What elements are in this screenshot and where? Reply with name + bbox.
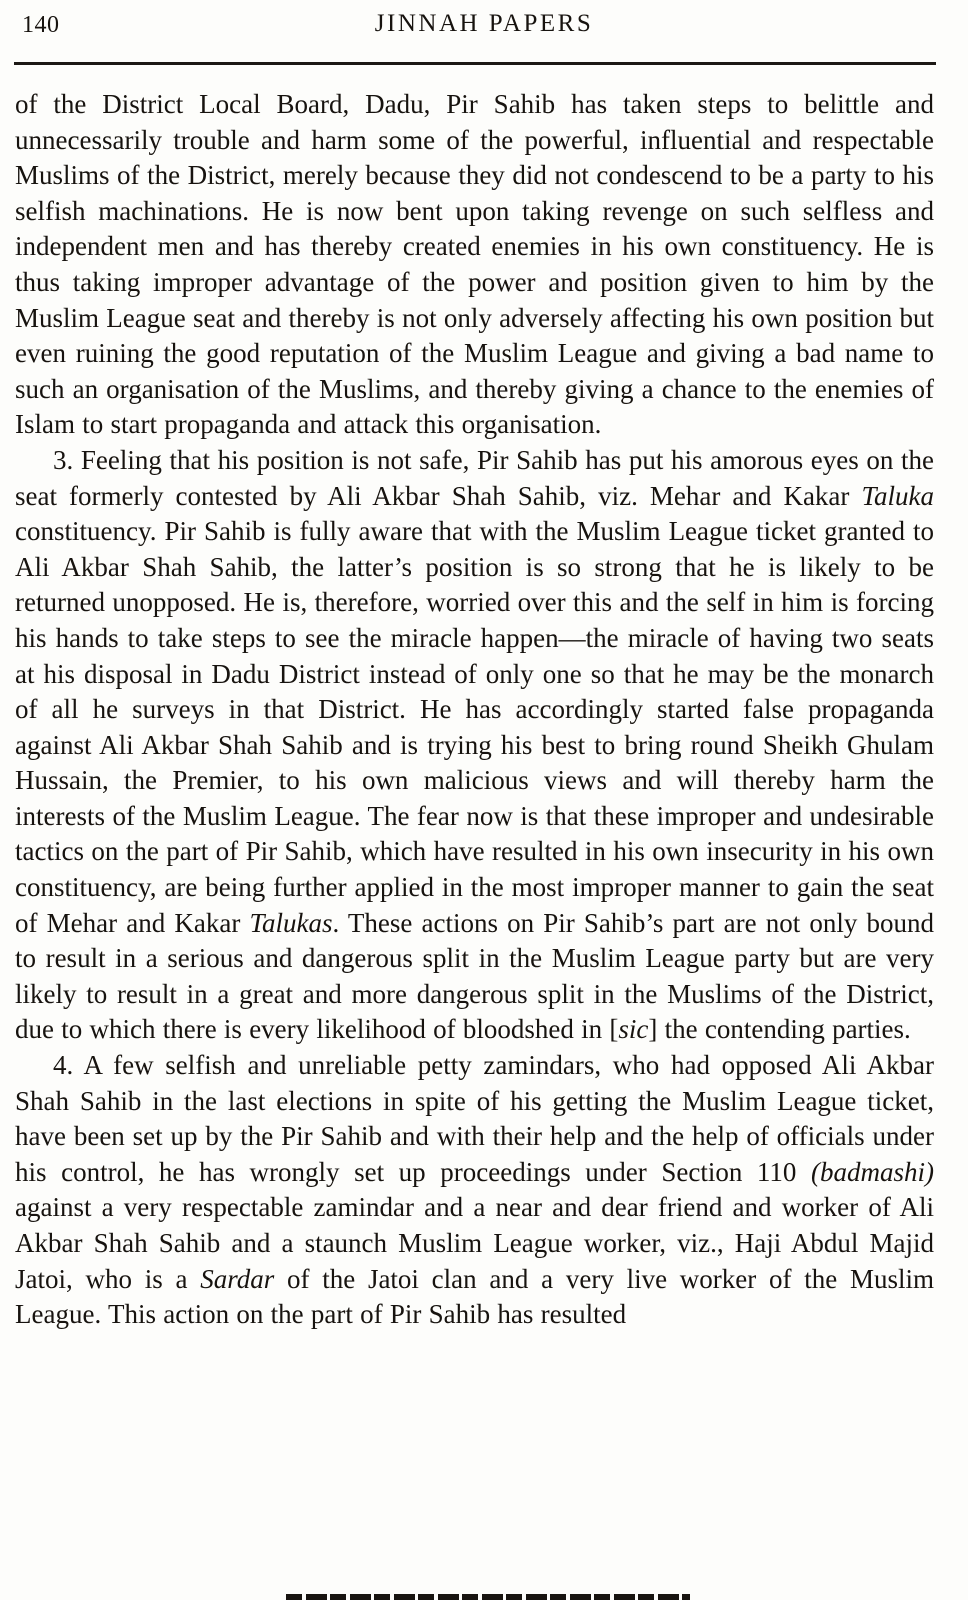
page-number: 140	[22, 12, 60, 38]
page-title: JINNAH PAPERS	[374, 10, 594, 37]
cut-off-next-line	[286, 1594, 690, 1600]
page-body	[0, 65, 968, 1333]
page-header	[0, 0, 968, 48]
paragraph-continuation: of the District Local Board, Dadu, Pir Sahib has taken steps to belittle and unnecessarily trouble and harm some of the powerful, influential and respectable Muslims of the District, merely because they did not condescend to be a party to his selfish machinations. He is now bent upon taking revenge on such selfless and independent men and has thereby created enemies in his own constituency. He is thus taking improper advantage of the power and position given to him by the Muslim League seat and thereby is not only adversely affecting his own position but even ruining the good reputation of the Muslim League and giving a bad name to such an organisation of the Muslims, and thereby giving a chance to the enemies of Islam to start propaganda and attack this organisation.	[15, 89, 934, 440]
paragraph-4: 4. A few selfish and unreliable petty zamindars, who had opposed Ali Akbar Shah Sahib in the last elections in spite of his getting the Muslim League ticket, have been set up by the Pir Sahib and with their help and the help of officials under his control, he has wrongly set up proceedings under Section 110 (badmashi) against a very respectable zamindar and a near and dear friend and worker of Ali Akbar Shah Sahib and a staunch Muslim League worker, viz., Haji Abdul Majid Jatoi, who is a Sardar of the Jatoi clan and a very live worker of the Muslim League. This action on the part of Pir Sahib has resulted	[15, 1050, 934, 1330]
paragraph-3: 3. Feeling that his position is not safe, Pir Sahib has put his amorous eyes on the seat formerly contested by Ali Akbar Shah Sahib, viz. Mehar and Kakar Taluka constituency. Pir Sahib is fully aware that with the Muslim League ticket granted to Ali Akbar Shah Sahib, the latter’s position is so strong that he is likely to be returned unopposed. He is, therefore, worried over this and the self in him is forcing his hands to take steps to see the miracle happen—the miracle of having two seats at his disposal in Dadu District instead of only one so that he may be the monarch of all he surveys in that District. He has accordingly started false propaganda against Ali Akbar Shah Sahib and is trying his best to bring round Sheikh Ghulam Hussain, the Premier, to his own malicious views and will thereby harm the interests of the Muslim League. The fear now is that these improper and undesirable tactics on the part of Pir Sahib, which have resulted in his own insecurity in his own constituency, are being further applied in the most improper manner to gain the seat of Mehar and Kakar Talukas. These actions on Pir Sahib’s part are not only bound to result in a serious and dangerous split in the Muslim League party but are very likely to result in a great and more dangerous split in the Muslims of the District, due to which there is every likelihood of bloodshed in [sic] the contending parties.	[15, 444, 935, 1045]
